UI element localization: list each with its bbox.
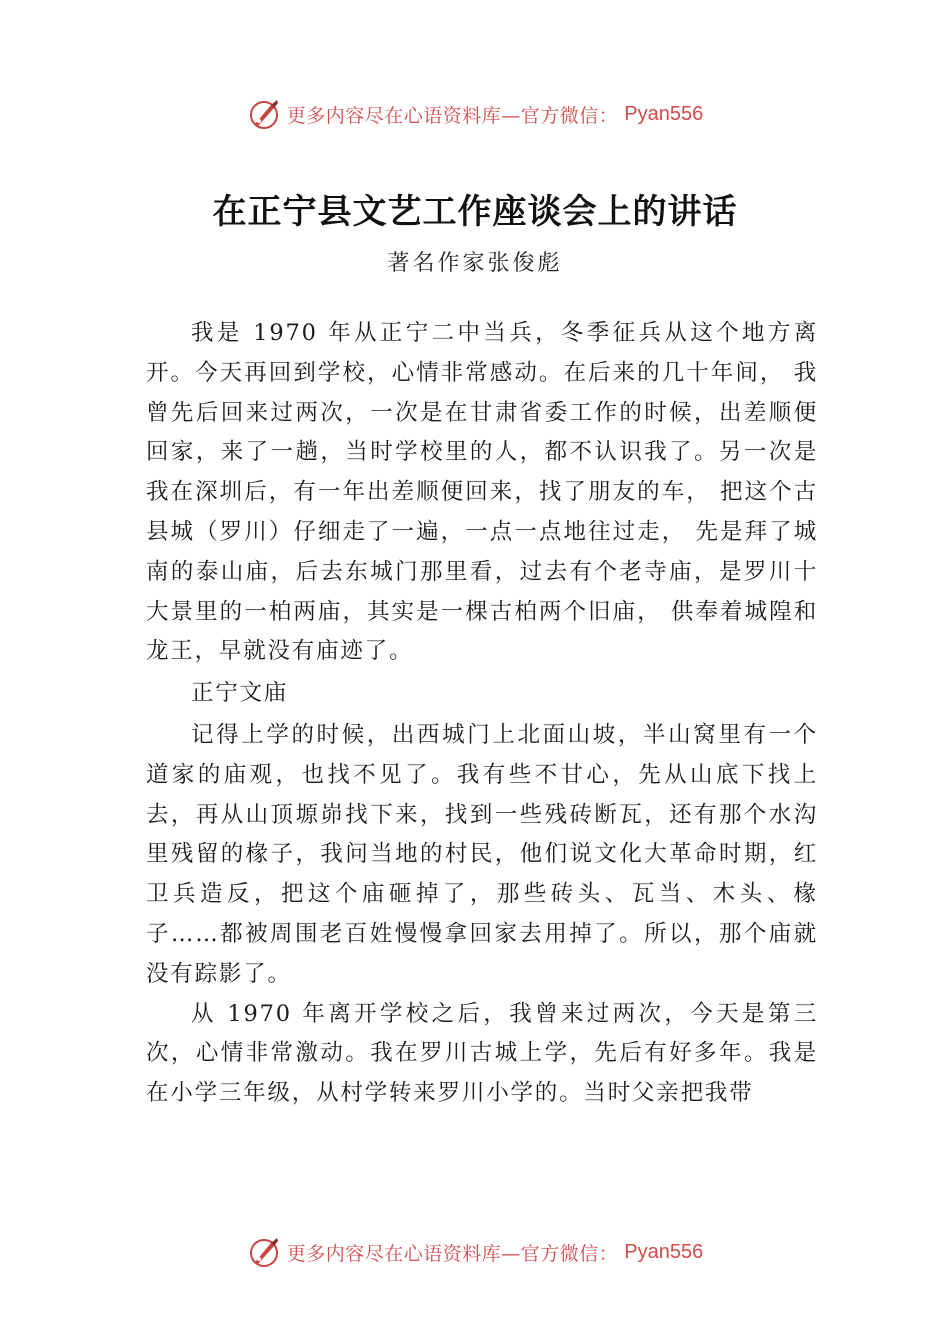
- body-subheading: 正宁文庙: [191, 680, 289, 707]
- document-body: [146, 314, 818, 1114]
- quill-pen-logo-icon: [247, 1235, 281, 1269]
- banner-wechat-id: Pyan556: [624, 1240, 704, 1263]
- quill-pen-logo-icon: [247, 97, 281, 131]
- body-paragraph: 从 1970 年离开学校之后，我曾来过两次，今天是第三次，心情非常激动。我在罗川古城上学，先后有好多年。我是在小学三年级，从村学转来罗川小学的。当时父亲把我带: [146, 1000, 818, 1107]
- document-author: 著名作家张俊彪: [387, 251, 563, 276]
- document-title: 在正宁县文艺工作座谈会上的讲话: [212, 192, 738, 232]
- banner-text: 更多内容尽在心语资料库—官方微信：: [286, 104, 619, 127]
- header-watermark-banner: [0, 94, 950, 134]
- banner-wechat-id: Pyan556: [624, 102, 704, 125]
- body-paragraph: 记得上学的时候，出西城门上北面山坡，半山窝里有一个道家的庙观，也找不见了。我有些不甘心，先从山底下找上去，再从山顶塬峁找下来，找到一些残砖断瓦，还有那个水沟里残留的椽子，我问当地的村民，他们说文化大革命时期，红卫兵造反，把这个庙砸掉了，那些砖头、瓦当、木头、椽子……都被周围老百姓慢慢拿回家去用掉了。所以，那个庙就没有踪影了。: [146, 721, 818, 987]
- banner-text: 更多内容尽在心语资料库—官方微信：: [286, 1242, 619, 1265]
- footer-watermark-banner: [0, 1232, 950, 1272]
- body-paragraph: 我是 1970 年从正宁二中当兵，冬季征兵从这个地方离开。今天再回到学校，心情非常感动。在后来的几十年间， 我曾先后回来过两次，一次是在甘肃省委工作的时候，出差顺便回家，来了一趟，当时学校里的人，都不认识我了。另一次是我在深圳后，有一年出差顺便回来，找了朋友的车， 把这个古县城（罗川）仔细走了一遍，一点一点地往过走， 先是拜了城南的泰山庙，后去东城门那里看，过去有个老寺庙，是罗川十大景里的一柏两庙，其实是一棵古柏两个旧庙， 供奉着城隍和龙王，早就没有庙迹了。: [146, 320, 818, 665]
